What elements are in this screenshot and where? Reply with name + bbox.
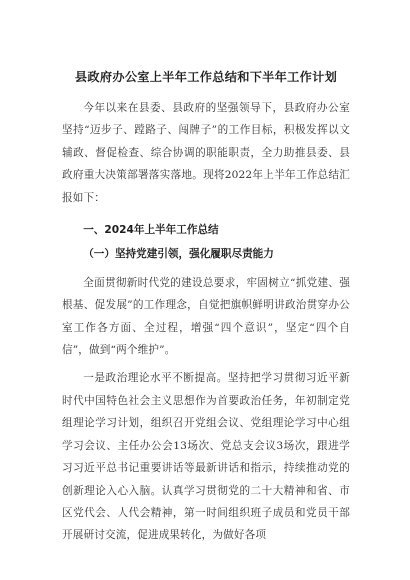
section-heading: 一、2024年上半年工作总结 <box>83 224 219 237</box>
intro-paragraph: 今年以来在县委、县政府的坚强领导下，县政府办公室坚持“迈步子、蹚路子、闯牌子”的工作目标，积极发挥以文辅政、督促检查、综合协调的职能职责，全力助推县委、县政府重大决策部署落实落地。现将2022年上半年工作总结汇报如下： <box>62 102 350 204</box>
document-title: 县政府办公室上半年工作总结和下半年工作计划 <box>74 70 338 84</box>
subsection-heading: （一）坚持党建引领，强化履职尽责能力 <box>83 248 274 261</box>
body-paragraph-2: 一是政治理论水平不断提高。坚持把学习贯彻习近平新时代中国特色社会主义思想作为首要政治任务，年初制定党组理论学习计划，组织召开党组会议、党组理论学习中心组学习会议、主任办公会13场次、党总支会议3场次，跟进学习习近平总书记重要讲话等最新讲话和指示，持续推动党的创新理论入心入脑。认真学习贯彻党的二十大精神和省、市区党代会、人代会精神，第一时间组织班子成员和党员干部开展研讨交流，促进成果转化，为做好各项 <box>62 372 350 542</box>
body-paragraph-1: 全面贯彻新时代党的建设总要求，牢固树立“抓党建、强根基、促发展”的工作理念，自觉把旗帜鲜明讲政治贯穿办公室工作各方面、全过程，增强“四个意识”，坚定“四个自信”，做到“两个维护”。 <box>62 276 350 357</box>
